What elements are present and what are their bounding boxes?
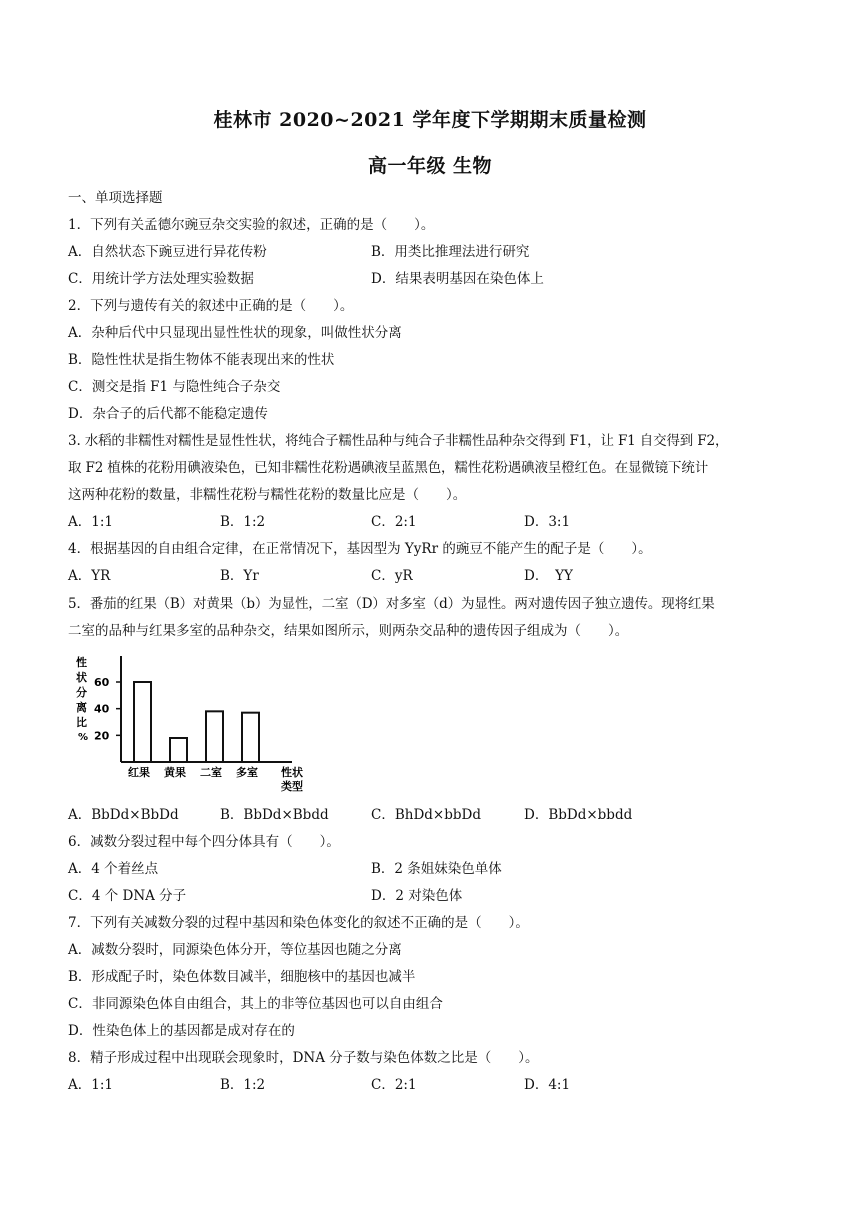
question-4-option-c: C．yR <box>371 568 413 584</box>
category-label-1: 红果 <box>128 766 150 779</box>
question-2-option-d: D．杂合子的后代都不能稳定遗传 <box>68 406 268 422</box>
y-tick-label: 40 <box>94 702 110 716</box>
question-6-option-a: A．4 个着丝点 <box>68 861 159 877</box>
question-4-stem: 4．根据基因的自由组合定律，在正常情况下，基因型为 YyRr 的豌豆不能产生的配子是（ ）。 <box>68 541 652 557</box>
ylabel-char-2: 状 <box>76 671 87 684</box>
y-tick-label: 60 <box>94 676 110 689</box>
question-7-option-a: A．减数分裂时，同源染色体分开，等位基因也随之分离 <box>68 942 402 958</box>
question-3-line-1: 3. 水稻的非糯性对糯性是显性性状，将纯合子糯性品种与纯合子非糯性品种杂交得到 F1，让 F1 自交得到 F2， <box>68 433 729 449</box>
question-3-line-2: 取 F2 植株的花粉用碘液染色，已知非糯性花粉遇碘液呈蓝黑色，糯性花粉遇碘液呈橙红色。在显微镜下统计 <box>68 460 709 476</box>
category-label-3: 二室 <box>200 766 222 779</box>
question-8-option-a: A．1:1 <box>68 1077 113 1093</box>
question-1-option-a: A．自然状态下豌豆进行异花传粉 <box>68 244 267 260</box>
ylabel-char-6: % <box>78 732 89 743</box>
bar-2 <box>170 738 187 762</box>
y-ticks <box>94 676 121 742</box>
ylabel-char-4: 离 <box>76 701 87 714</box>
question-5-option-b: B．BbDd×Bbdd <box>220 807 329 823</box>
question-7-option-c: C．非同源染色体自由组合，其上的非等位基因也可以自由组合 <box>68 996 443 1012</box>
question-6-option-b: B．2 条姐妹染色单体 <box>371 861 502 877</box>
question-5-option-c: C．BhDd×bbDd <box>371 807 481 823</box>
question-2-option-c: C．测交是指 F1 与隐性纯合子杂交 <box>68 379 281 395</box>
question-3-option-d: D．3:1 <box>524 514 571 530</box>
question-1-option-c: C．用统计学方法处理实验数据 <box>68 271 254 287</box>
bar-1 <box>134 682 151 762</box>
question-3-option-c: C．2:1 <box>371 514 417 530</box>
question-8-option-b: B．1:2 <box>220 1077 266 1093</box>
category-label-4: 多室 <box>236 766 258 779</box>
question-8-stem: 8．精子形成过程中出现联会现象时，DNA 分子数与染色体数之比是（ ）。 <box>68 1050 539 1066</box>
question-2-option-b: B．隐性性状是指生物体不能表现出来的性状 <box>68 352 335 368</box>
exam-title: 桂林市 2020~2021 学年度下学期期末质量检测 <box>213 109 647 131</box>
section-heading: 一、单项选择题 <box>68 190 163 206</box>
category-labels <box>128 765 258 779</box>
question-5-option-a: A．BbDd×BbDd <box>68 807 179 823</box>
exam-subtitle: 高一年级 生物 <box>367 155 493 177</box>
question-4-option-d: D． YY <box>524 568 573 584</box>
question-3-option-b: B．1:2 <box>220 514 266 530</box>
bars <box>134 682 259 762</box>
question-4-option-b: B．Yr <box>220 568 259 584</box>
bar-3 <box>206 711 223 762</box>
question-2-option-a: A．杂种后代中只显现出显性性状的现象，叫做性状分离 <box>68 325 402 341</box>
question-5-line-1: 5．番茄的红果（B）对黄果（b）为显性，二室（D）对多室（d）为显性。两对遗传因子独立遗传。现将红果 <box>68 596 715 612</box>
trait-ratio-chart-svg <box>66 650 346 800</box>
question-8-option-c: C．2:1 <box>371 1077 417 1093</box>
question-7-option-b: B．形成配子时，染色体数目减半，细胞核中的基因也减半 <box>68 969 416 985</box>
question-4-option-a: A．YR <box>68 568 111 584</box>
question-5-line-2: 二室的品种与红果多室的品种杂交，结果如图所示，则两杂交品种的遗传因子组成为（ ）。 <box>68 623 629 639</box>
ylabel-char-5: 比 <box>76 716 87 729</box>
xlabel-line-2: 类型 <box>281 780 303 793</box>
question-1-option-d: D．结果表明基因在染色体上 <box>371 271 544 287</box>
category-label-2: 黄果 <box>164 766 186 779</box>
xlabel-line-1: 性状 <box>281 766 303 779</box>
question-6-option-c: C．4 个 DNA 分子 <box>68 888 187 904</box>
ylabel-char-3: 分 <box>76 686 87 699</box>
question-6-stem: 6．减数分裂过程中每个四分体具有（ ）。 <box>68 834 340 850</box>
bar-4 <box>242 713 259 762</box>
ylabel-char-1: 性 <box>76 656 87 669</box>
question-6-option-d: D．2 对染色体 <box>371 888 463 904</box>
trait-ratio-chart <box>66 650 346 800</box>
question-1-stem: 1．下列有关孟德尔豌豆杂交实验的叙述，正确的是（ ）。 <box>68 217 435 233</box>
question-1-option-b: B．用类比推理法进行研究 <box>371 244 530 260</box>
question-5-option-d: D．BbDd×bbdd <box>524 807 633 823</box>
question-3-line-3: 这两种花粉的数量，非糯性花粉与糯性花粉的数量比应是（ ）。 <box>68 487 467 503</box>
question-7-option-d: D．性染色体上的基因都是成对存在的 <box>68 1023 295 1039</box>
question-7-stem: 7．下列有关减数分裂的过程中基因和染色体变化的叙述不正确的是（ ）。 <box>68 915 529 931</box>
question-3-option-a: A．1:1 <box>68 514 113 530</box>
y-tick-label: 20 <box>94 729 110 743</box>
question-2-stem: 2．下列与遗传有关的叙述中正确的是（ ）。 <box>68 298 354 314</box>
question-8-option-d: D．4:1 <box>524 1077 571 1093</box>
